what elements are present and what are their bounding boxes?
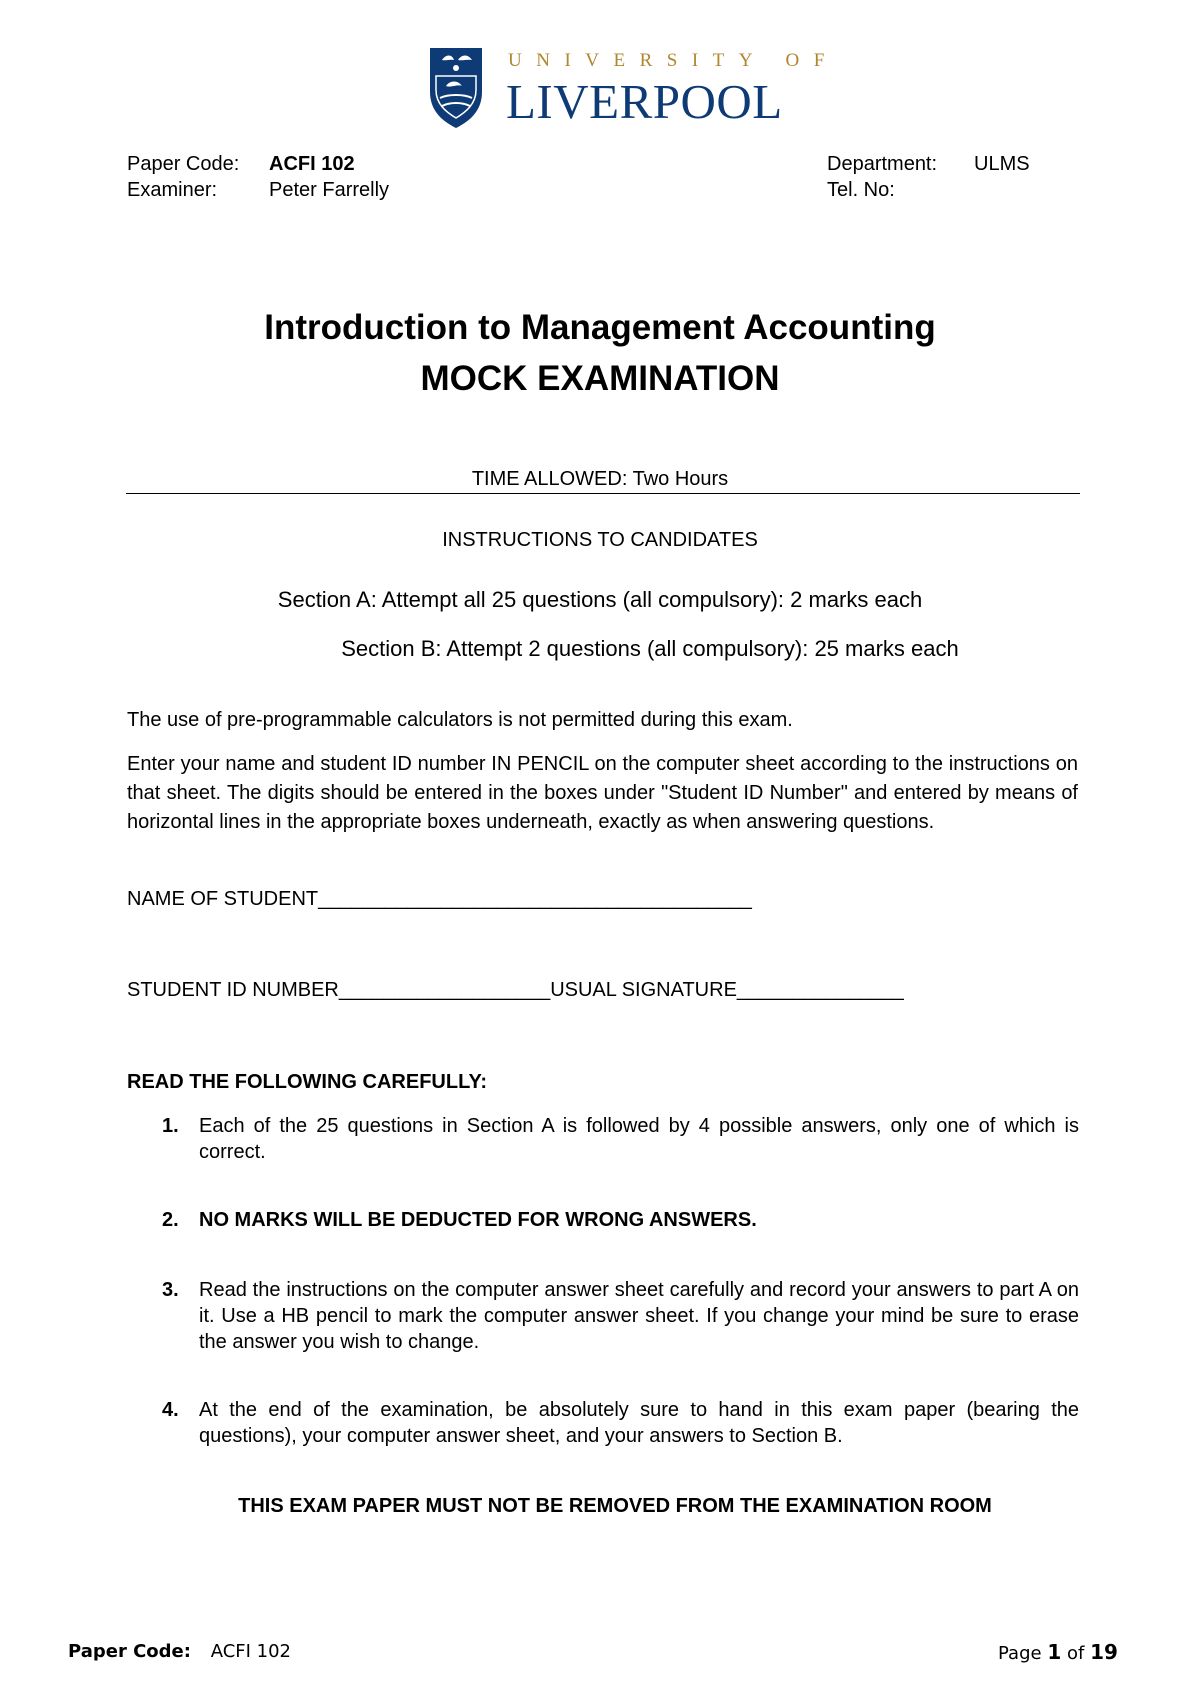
list-item-number: 3.	[162, 1279, 179, 1301]
logo-liverpool-text: LIVERPOOL	[506, 74, 783, 129]
horizontal-rule	[126, 493, 1080, 494]
department-value: ULMS	[974, 153, 1030, 175]
footer-paper-code	[68, 1640, 291, 1664]
enter-id-note: Enter your name and student ID number IN PENCIL on the computer sheet according to the instructions on that sheet. The digits should be entered in the boxes under "Student ID Number" and entered by means of horizontal lines in the appropriate boxes underneath, exactly as when answering questions.	[127, 753, 1078, 833]
university-shield-logo	[428, 46, 484, 130]
footer-page-current: 1	[1047, 1640, 1062, 1664]
logo-university-of-text: UNIVERSITY OF	[508, 50, 839, 71]
list-item-text: NO MARKS WILL BE DEDUCTED FOR WRONG ANSWERS.	[199, 1209, 757, 1231]
examiner-value: Peter Farrelly	[269, 179, 390, 201]
footer-paper-code-label: Paper Code:	[68, 1641, 191, 1662]
student-id-signature-field: STUDENT ID NUMBER___________________USUAL SIGNATURE_______________	[127, 979, 904, 1001]
footer-page-number	[998, 1640, 1118, 1666]
list-item-text: At the end of the examination, be absolutely sure to hand in this exam paper (bearing the questions), your computer answer sheet, and your answers to Section B.	[199, 1399, 1079, 1447]
instructions-heading: INSTRUCTIONS TO CANDIDATES	[442, 529, 758, 551]
must-not-remove-notice: THIS EXAM PAPER MUST NOT BE REMOVED FROM THE EXAMINATION ROOM	[238, 1495, 992, 1517]
footer-page-word: Page	[998, 1643, 1042, 1664]
list-item-number: 2.	[162, 1209, 179, 1231]
list-item-number: 1.	[162, 1115, 179, 1137]
read-carefully-heading: READ THE FOLLOWING CAREFULLY:	[127, 1071, 487, 1093]
examiner-label: Examiner:	[127, 179, 218, 201]
section-b-instruction: Section B: Attempt 2 questions (all compulsory): 25 marks each	[341, 636, 959, 661]
name-of-student-field: NAME OF STUDENT_______________________________________	[127, 888, 752, 910]
calculator-note: The use of pre-programmable calculators is not permitted during this exam.	[127, 709, 793, 731]
footer-page-total: 19	[1090, 1640, 1118, 1664]
section-a-instruction: Section A: Attempt all 25 questions (all compulsory): 2 marks each	[277, 587, 923, 612]
list-item-text: Each of the 25 questions in Section A is followed by 4 possible answers, only one of which is correct.	[199, 1115, 1079, 1163]
paper-code-value: ACFI 102	[269, 153, 355, 175]
department-label: Department:	[827, 153, 938, 175]
footer-of-word: of	[1066, 1643, 1085, 1664]
list-item-number: 4.	[162, 1399, 179, 1421]
exam-subtitle: MOCK EXAMINATION	[420, 359, 780, 398]
exam-title: Introduction to Management Accounting	[264, 308, 936, 347]
footer-paper-code-value: ACFI 102	[210, 1641, 292, 1662]
tel-label: Tel. No:	[827, 179, 895, 201]
paper-code-label: Paper Code:	[127, 153, 240, 175]
list-item-text: Read the instructions on the computer answer sheet carefully and record your answers to part A on it. Use a HB pencil to mark the computer answer sheet. If you change your mind be sure to erase the answer you wish to change.	[199, 1279, 1079, 1353]
time-allowed: TIME ALLOWED: Two Hours	[471, 468, 729, 490]
